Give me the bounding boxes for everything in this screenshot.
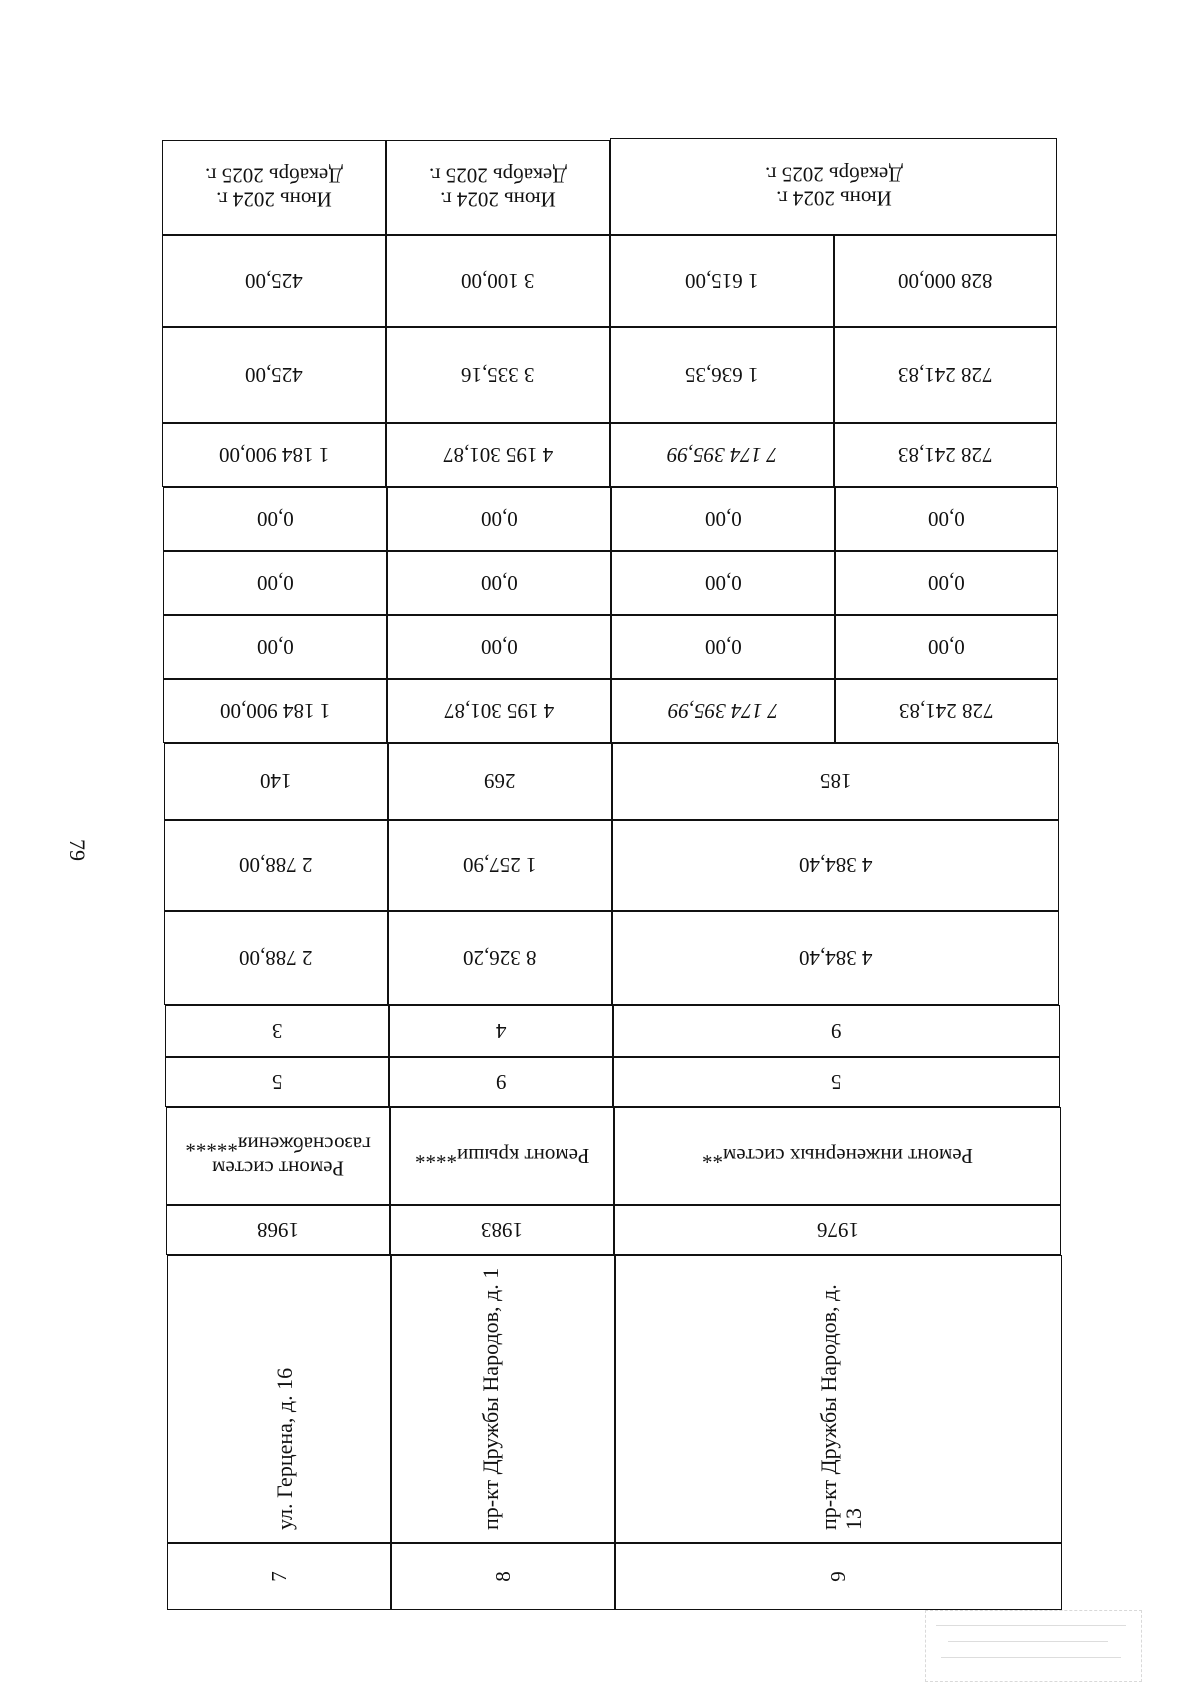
cell-r8-work: Ремонт крыши**** — [390, 1107, 614, 1205]
cell-r7-v1: 2 788,00 — [164, 911, 388, 1005]
cell-r9-z1b: 0,00 — [835, 615, 1058, 679]
cell-r7-v7: 425,00 — [162, 235, 386, 327]
cell-r8-z1: 0,00 — [387, 615, 611, 679]
cell-r7-v6: 425,00 — [162, 327, 386, 423]
cell-r8-year: 1983 — [390, 1205, 614, 1255]
cell-r9-v4b: 728 241,83 — [835, 679, 1058, 743]
faded-stamp — [925, 1610, 1142, 1682]
cell-r8-v6: 3 335,16 — [386, 327, 610, 423]
cell-r9-z3a: 0,00 — [611, 487, 835, 551]
address-text-r7: ул. Герцена, д. 16 — [272, 1367, 297, 1530]
cell-r9-v5a: 7 174 395,99 — [610, 423, 834, 487]
cell-r9-v2: 4 384,40 — [612, 820, 1059, 911]
header-cell-col-c: Июнь 2024 г. Декабрь 2025 г. — [610, 138, 1057, 235]
cell-r9-n2: 9 — [613, 1005, 1060, 1057]
cell-r7-work: Ремонт систем газоснабжения***** — [166, 1107, 390, 1205]
cell-r7-no: 7 — [167, 1543, 391, 1610]
cell-r9-z2a: 0,00 — [611, 551, 835, 615]
cell-r7-z3: 0,00 — [163, 487, 387, 551]
header-cell-col-a: Июнь 2024 г. Декабрь 2025 г. — [162, 140, 386, 235]
cell-r7-year: 1968 — [166, 1205, 390, 1255]
cell-r7-v5: 1 184 900,00 — [162, 423, 386, 487]
cell-r8-z2: 0,00 — [387, 551, 611, 615]
cell-r9-v7b: 828 000,00 — [834, 235, 1057, 327]
cell-r9-year: 1976 — [614, 1205, 1061, 1255]
cell-r8-n1: 9 — [389, 1057, 613, 1107]
cell-r9-v7a: 1 615,00 — [610, 235, 834, 327]
cell-r8-v7: 3 100,00 — [386, 235, 610, 327]
header-cell-col-b: Июнь 2024 г. Декабрь 2025 г. — [386, 140, 610, 235]
cell-r9-v1: 4 384,40 — [612, 911, 1059, 1005]
address-text-r8: пр-кт Дружбы Народов, д. 1 — [478, 1267, 503, 1530]
cell-r9-no: 9 — [615, 1543, 1062, 1610]
cell-r8-z3: 0,00 — [387, 487, 611, 551]
cell-r7-v3: 140 — [164, 743, 388, 820]
cell-r9-z1a: 0,00 — [611, 615, 835, 679]
cell-r8-v5: 4 195 301,87 — [386, 423, 610, 487]
cell-r9-z2b: 0,00 — [835, 551, 1058, 615]
cell-r9-v6a: 1 636,35 — [610, 327, 834, 423]
cell-r9-v5b: 728 241,83 — [834, 423, 1057, 487]
cell-r8-v4: 4 195 301,87 — [387, 679, 611, 743]
cell-r8-n2: 4 — [389, 1005, 613, 1057]
cell-r9-v4a: 7 174 395,99 — [611, 679, 835, 743]
cell-r8-no: 8 — [391, 1543, 615, 1610]
cell-r8-v1: 8 326,20 — [388, 911, 612, 1005]
cell-r8-v3: 269 — [388, 743, 612, 820]
cell-r7-v2: 2 788,00 — [164, 820, 388, 911]
cell-r9-n1: 5 — [613, 1057, 1060, 1107]
cell-r9-z3b: 0,00 — [835, 487, 1058, 551]
cell-r7-z1: 0,00 — [163, 615, 387, 679]
cell-r9-v3: 185 — [612, 743, 1059, 820]
cell-r7-n1: 5 — [165, 1057, 389, 1107]
cell-r7-n2: 3 — [165, 1005, 389, 1057]
cell-r9-work: Ремонт инженерных систем** — [614, 1107, 1061, 1205]
address-text-r9: пр-кт Дружбы Народов, д. 13 — [816, 1284, 867, 1530]
cell-r9-v6b: 728 241,83 — [834, 327, 1057, 423]
cell-r7-z2: 0,00 — [163, 551, 387, 615]
cell-r7-v4: 1 184 900,00 — [163, 679, 387, 743]
page-number: 79 — [65, 839, 90, 861]
cell-r8-v2: 1 257,90 — [388, 820, 612, 911]
